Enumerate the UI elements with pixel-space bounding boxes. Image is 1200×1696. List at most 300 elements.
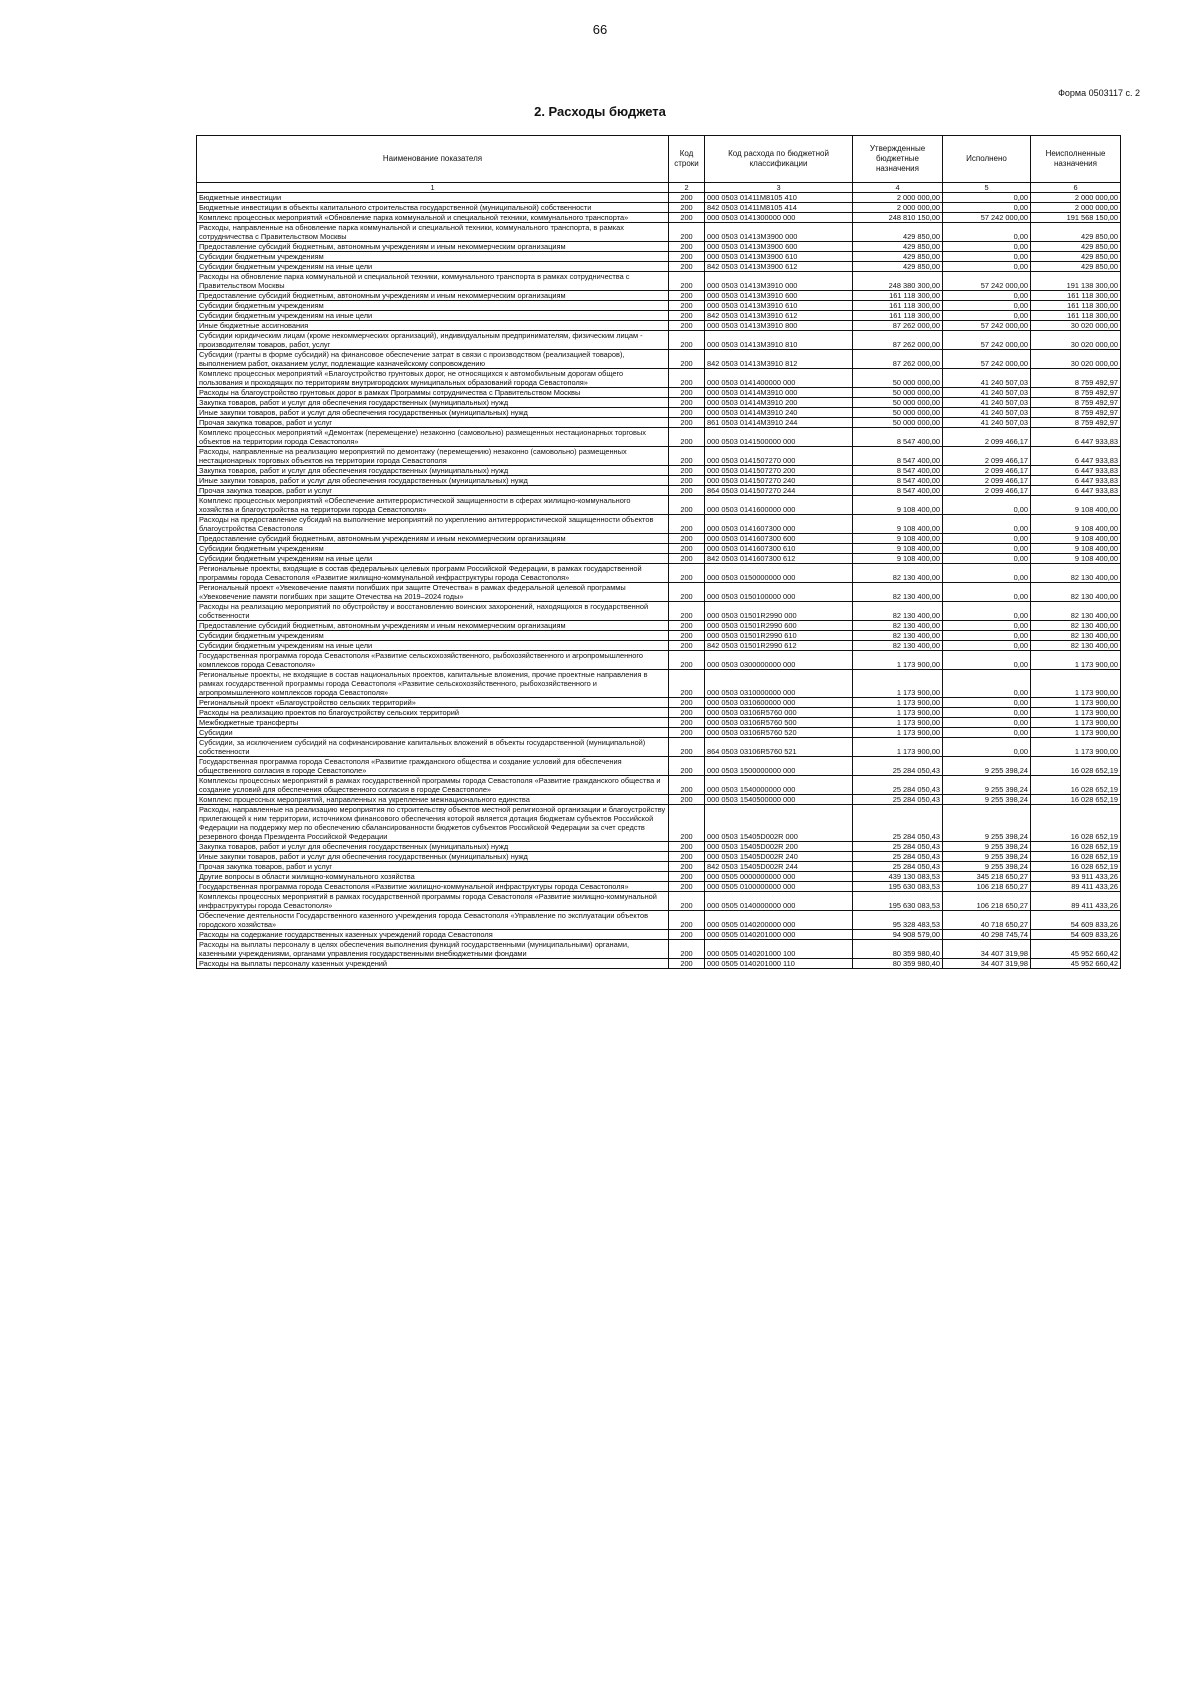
row-remaining-cell: 16 028 652,19 — [1031, 795, 1121, 805]
table-row — [197, 534, 1121, 544]
row-executed-cell: 106 218 650,27 — [943, 892, 1031, 911]
row-remaining-cell: 82 130 400,00 — [1031, 641, 1121, 651]
row-executed-cell: 41 240 507,03 — [943, 388, 1031, 398]
row-name-cell: Комплекс процессных мероприятий «Благоустройство грунтовых дорог, не относящихся к автомобильным дорогам общего пользования и проходящих по территориям внутригородских муниципальных образований города Севастополя» — [197, 369, 669, 388]
row-executed-cell: 0,00 — [943, 262, 1031, 272]
table-row — [197, 223, 1121, 242]
row-name-cell: Иные закупки товаров, работ и услуг для обеспечения государственных (муниципальных) нужд — [197, 408, 669, 418]
row-remaining-cell: 6 447 933,83 — [1031, 486, 1121, 496]
row-budget-code-cell: 000 0503 01413М3910 800 — [705, 321, 853, 331]
row-remaining-cell: 1 173 900,00 — [1031, 718, 1121, 728]
row-budget-code-cell: 000 0505 0100000000 000 — [705, 882, 853, 892]
row-name-cell: Субсидии бюджетным учреждениям на иные цели — [197, 641, 669, 651]
row-budget-code-cell: 864 0503 0141507270 244 — [705, 486, 853, 496]
row-name-cell: Региональный проект «Благоустройство сельских территорий» — [197, 698, 669, 708]
row-name-cell: Расходы на обновление парка коммунальной и специальной техники, коммунального транспорта в рамках сотрудничества с Правительством Москвы — [197, 272, 669, 291]
row-executed-cell: 57 242 000,00 — [943, 350, 1031, 369]
row-approved-cell: 8 547 400,00 — [853, 476, 943, 486]
row-remaining-cell: 161 118 300,00 — [1031, 291, 1121, 301]
row-line-code-cell: 200 — [669, 301, 705, 311]
row-line-code-cell: 200 — [669, 872, 705, 882]
row-line-code-cell: 200 — [669, 892, 705, 911]
row-approved-cell: 80 359 980,40 — [853, 959, 943, 969]
row-approved-cell: 1 173 900,00 — [853, 718, 943, 728]
row-line-code-cell: 200 — [669, 930, 705, 940]
row-approved-cell: 87 262 000,00 — [853, 321, 943, 331]
row-budget-code-cell: 000 0505 0140200000 000 — [705, 911, 853, 930]
table-row — [197, 602, 1121, 621]
table-row — [197, 408, 1121, 418]
row-budget-code-cell: 000 0503 03106R5760 500 — [705, 718, 853, 728]
row-name-cell: Субсидии бюджетным учреждениям на иные цели — [197, 262, 669, 272]
row-remaining-cell: 45 952 660,42 — [1031, 959, 1121, 969]
row-budget-code-cell: 000 0503 01414М3910 200 — [705, 398, 853, 408]
column-number: 4 — [853, 183, 943, 193]
row-approved-cell: 82 130 400,00 — [853, 621, 943, 631]
row-executed-cell: 41 240 507,03 — [943, 418, 1031, 428]
row-remaining-cell: 54 609 833,26 — [1031, 930, 1121, 940]
row-remaining-cell: 8 759 492,97 — [1031, 398, 1121, 408]
row-executed-cell: 0,00 — [943, 651, 1031, 670]
row-line-code-cell: 200 — [669, 882, 705, 892]
row-budget-code-cell: 000 0503 1540500000 000 — [705, 795, 853, 805]
row-name-cell: Закупка товаров, работ и услуг для обеспечения государственных (муниципальных) нужд — [197, 842, 669, 852]
row-executed-cell: 106 218 650,27 — [943, 882, 1031, 892]
row-approved-cell: 8 547 400,00 — [853, 466, 943, 476]
row-budget-code-cell: 000 0503 0150100000 000 — [705, 583, 853, 602]
row-line-code-cell: 200 — [669, 564, 705, 583]
row-remaining-cell: 9 108 400,00 — [1031, 554, 1121, 564]
row-budget-code-cell: 000 0503 01501R2990 600 — [705, 621, 853, 631]
column-number-row — [197, 183, 1121, 193]
row-budget-code-cell: 000 0503 01501R2990 610 — [705, 631, 853, 641]
row-line-code-cell: 200 — [669, 959, 705, 969]
row-executed-cell: 0,00 — [943, 670, 1031, 698]
row-approved-cell: 429 850,00 — [853, 262, 943, 272]
row-approved-cell: 25 284 050,43 — [853, 795, 943, 805]
row-budget-code-cell: 000 0503 03106R5760 520 — [705, 728, 853, 738]
row-line-code-cell: 200 — [669, 757, 705, 776]
row-budget-code-cell: 000 0503 0141607300 000 — [705, 515, 853, 534]
row-name-cell: Обеспечение деятельности Государственного казенного учреждения города Севастополя «Управление по эксплуатации объектов городского хозяйства» — [197, 911, 669, 930]
row-approved-cell: 9 108 400,00 — [853, 496, 943, 515]
table-row — [197, 852, 1121, 862]
row-executed-cell: 0,00 — [943, 641, 1031, 651]
row-line-code-cell: 200 — [669, 252, 705, 262]
row-line-code-cell: 200 — [669, 651, 705, 670]
row-remaining-cell: 429 850,00 — [1031, 223, 1121, 242]
row-name-cell: Субсидии бюджетным учреждениям — [197, 631, 669, 641]
row-approved-cell: 1 173 900,00 — [853, 738, 943, 757]
row-name-cell: Расходы на реализацию проектов по благоустройству сельских территорий — [197, 708, 669, 718]
row-line-code-cell: 200 — [669, 350, 705, 369]
row-budget-code-cell: 864 0503 03106R5760 521 — [705, 738, 853, 757]
table-header-row — [197, 136, 1121, 183]
row-budget-code-cell: 000 0503 0141400000 000 — [705, 369, 853, 388]
row-name-cell: Закупка товаров, работ и услуг для обеспечения государственных (муниципальных) нужд — [197, 466, 669, 476]
row-budget-code-cell: 842 0503 01413М3900 612 — [705, 262, 853, 272]
table-row — [197, 930, 1121, 940]
row-approved-cell: 82 130 400,00 — [853, 631, 943, 641]
row-budget-code-cell: 000 0503 0150000000 000 — [705, 564, 853, 583]
row-approved-cell: 248 810 150,00 — [853, 213, 943, 223]
table-row — [197, 193, 1121, 203]
row-budget-code-cell: 000 0503 0141600000 000 — [705, 496, 853, 515]
row-budget-code-cell: 000 0503 0310600000 000 — [705, 698, 853, 708]
row-remaining-cell: 82 130 400,00 — [1031, 621, 1121, 631]
row-approved-cell: 50 000 000,00 — [853, 369, 943, 388]
row-executed-cell: 57 242 000,00 — [943, 272, 1031, 291]
row-name-cell: Бюджетные инвестиции в объекты капитального строительства государственной (муниципальной) собственности — [197, 203, 669, 213]
row-executed-cell: 57 242 000,00 — [943, 213, 1031, 223]
row-executed-cell: 57 242 000,00 — [943, 321, 1031, 331]
table-row — [197, 805, 1121, 842]
row-approved-cell: 1 173 900,00 — [853, 708, 943, 718]
row-budget-code-cell: 000 0503 0141507270 000 — [705, 447, 853, 466]
row-remaining-cell: 1 173 900,00 — [1031, 670, 1121, 698]
row-approved-cell: 161 118 300,00 — [853, 301, 943, 311]
table-row — [197, 757, 1121, 776]
row-name-cell: Государственная программа города Севастополя «Развитие гражданского общества и создание условий для обеспечения общественного согласия в городе Севастополе» — [197, 757, 669, 776]
row-executed-cell: 9 255 398,24 — [943, 862, 1031, 872]
row-remaining-cell: 429 850,00 — [1031, 252, 1121, 262]
table-row — [197, 291, 1121, 301]
row-budget-code-cell: 000 0503 15405D002R 200 — [705, 842, 853, 852]
row-approved-cell: 50 000 000,00 — [853, 398, 943, 408]
row-remaining-cell: 6 447 933,83 — [1031, 428, 1121, 447]
table-row — [197, 447, 1121, 466]
row-approved-cell: 161 118 300,00 — [853, 291, 943, 301]
row-budget-code-cell: 000 0505 0140201000 100 — [705, 940, 853, 959]
row-budget-code-cell: 842 0503 01411М8105 414 — [705, 203, 853, 213]
row-line-code-cell: 200 — [669, 728, 705, 738]
row-name-cell: Региональные проекты, входящие в состав федеральных целевых программ Российской Федерации, в рамках государственной программы города Севастополя «Развитие жилищно-коммунальной инфраструктуры города Севастополя» — [197, 564, 669, 583]
table-row — [197, 842, 1121, 852]
row-executed-cell: 2 099 466,17 — [943, 447, 1031, 466]
row-line-code-cell: 200 — [669, 428, 705, 447]
row-name-cell: Прочая закупка товаров, работ и услуг — [197, 486, 669, 496]
row-executed-cell: 2 099 466,17 — [943, 466, 1031, 476]
row-approved-cell: 94 908 579,00 — [853, 930, 943, 940]
expenses-table — [196, 135, 1121, 969]
row-name-cell: Расходы, направленные на реализацию мероприятий по демонтажу (перемещению) незаконно (самовольно) размещенных нестационарных торговых объектов на территории города Севастополя — [197, 447, 669, 466]
table-row — [197, 738, 1121, 757]
column-header-remaining: Неисполненные назначения — [1031, 136, 1121, 183]
row-remaining-cell: 429 850,00 — [1031, 262, 1121, 272]
row-remaining-cell: 16 028 652,19 — [1031, 852, 1121, 862]
row-budget-code-cell: 842 0503 01501R2990 612 — [705, 641, 853, 651]
row-approved-cell: 195 630 083,53 — [853, 882, 943, 892]
row-name-cell: Иные закупки товаров, работ и услуг для обеспечения государственных (муниципальных) нужд — [197, 476, 669, 486]
table-row — [197, 252, 1121, 262]
row-approved-cell: 248 380 300,00 — [853, 272, 943, 291]
row-executed-cell: 57 242 000,00 — [943, 331, 1031, 350]
row-remaining-cell: 6 447 933,83 — [1031, 447, 1121, 466]
row-remaining-cell: 16 028 652,19 — [1031, 805, 1121, 842]
row-executed-cell: 41 240 507,03 — [943, 408, 1031, 418]
row-executed-cell: 9 255 398,24 — [943, 795, 1031, 805]
table-row — [197, 466, 1121, 476]
row-remaining-cell: 82 130 400,00 — [1031, 583, 1121, 602]
row-budget-code-cell: 000 0503 01413М3900 000 — [705, 223, 853, 242]
row-budget-code-cell: 000 0503 01413М3910 610 — [705, 301, 853, 311]
table-row — [197, 698, 1121, 708]
row-line-code-cell: 200 — [669, 369, 705, 388]
row-approved-cell: 9 108 400,00 — [853, 554, 943, 564]
row-remaining-cell: 89 411 433,26 — [1031, 892, 1121, 911]
row-executed-cell: 0,00 — [943, 738, 1031, 757]
row-executed-cell: 0,00 — [943, 698, 1031, 708]
table-row — [197, 262, 1121, 272]
row-remaining-cell: 82 130 400,00 — [1031, 564, 1121, 583]
table-row — [197, 795, 1121, 805]
row-executed-cell: 0,00 — [943, 311, 1031, 321]
row-approved-cell: 2 000 000,00 — [853, 193, 943, 203]
table-body — [197, 193, 1121, 969]
row-remaining-cell: 9 108 400,00 — [1031, 515, 1121, 534]
row-approved-cell: 439 130 083,53 — [853, 872, 943, 882]
row-executed-cell: 0,00 — [943, 242, 1031, 252]
row-executed-cell: 41 240 507,03 — [943, 398, 1031, 408]
row-name-cell: Субсидии бюджетным учреждениям — [197, 301, 669, 311]
row-approved-cell: 8 547 400,00 — [853, 486, 943, 496]
row-budget-code-cell: 000 0505 0000000000 000 — [705, 872, 853, 882]
row-line-code-cell: 200 — [669, 515, 705, 534]
row-line-code-cell: 200 — [669, 388, 705, 398]
row-line-code-cell: 200 — [669, 447, 705, 466]
row-line-code-cell: 200 — [669, 554, 705, 564]
row-approved-cell: 95 328 483,53 — [853, 911, 943, 930]
row-name-cell: Субсидии, за исключением субсидий на софинансирование капитальных вложений в объекты государственной (муниципальной) собственности — [197, 738, 669, 757]
row-name-cell: Государственная программа города Севастополя «Развитие сельскохозяйственного, рыбохозяйственного и агропромышленного комплексов города Севастополя» — [197, 651, 669, 670]
table-row — [197, 670, 1121, 698]
row-remaining-cell: 8 759 492,97 — [1031, 418, 1121, 428]
column-number: 3 — [705, 183, 853, 193]
column-number: 5 — [943, 183, 1031, 193]
row-name-cell: Субсидии бюджетным учреждениям — [197, 252, 669, 262]
row-executed-cell: 0,00 — [943, 718, 1031, 728]
row-line-code-cell: 200 — [669, 631, 705, 641]
row-approved-cell: 25 284 050,43 — [853, 757, 943, 776]
row-name-cell: Комплекс процессных мероприятий «Обновление парка коммунальной и специальной техники, коммунального транспорта» — [197, 213, 669, 223]
row-remaining-cell: 161 118 300,00 — [1031, 301, 1121, 311]
row-budget-code-cell: 000 0503 01501R2990 000 — [705, 602, 853, 621]
row-budget-code-cell: 000 0503 0141500000 000 — [705, 428, 853, 447]
row-remaining-cell: 8 759 492,97 — [1031, 369, 1121, 388]
row-name-cell: Расходы на реализацию мероприятий по обустройству и восстановлению воинских захоронений, находящихся в государственной собственности — [197, 602, 669, 621]
table-row — [197, 940, 1121, 959]
row-remaining-cell: 16 028 652,19 — [1031, 862, 1121, 872]
table-row — [197, 959, 1121, 969]
table-row — [197, 331, 1121, 350]
row-remaining-cell: 1 173 900,00 — [1031, 651, 1121, 670]
row-line-code-cell: 200 — [669, 602, 705, 621]
table-row — [197, 708, 1121, 718]
row-budget-code-cell: 000 0505 0140000000 000 — [705, 892, 853, 911]
row-line-code-cell: 200 — [669, 940, 705, 959]
table-row — [197, 486, 1121, 496]
row-executed-cell: 0,00 — [943, 602, 1031, 621]
row-budget-code-cell: 000 0505 0140201000 000 — [705, 930, 853, 940]
row-remaining-cell: 161 118 300,00 — [1031, 311, 1121, 321]
row-executed-cell: 0,00 — [943, 621, 1031, 631]
row-budget-code-cell: 000 0503 0300000000 000 — [705, 651, 853, 670]
row-approved-cell: 195 630 083,53 — [853, 892, 943, 911]
column-header-executed: Исполнено — [943, 136, 1031, 183]
row-executed-cell: 9 255 398,24 — [943, 776, 1031, 795]
row-approved-cell: 9 108 400,00 — [853, 515, 943, 534]
row-line-code-cell: 200 — [669, 466, 705, 476]
row-name-cell: Расходы на предоставление субсидий на выполнение мероприятий по укреплению антитеррористической защищенности объектов благоустройства Севастополя — [197, 515, 669, 534]
row-remaining-cell: 45 952 660,42 — [1031, 940, 1121, 959]
row-line-code-cell: 200 — [669, 738, 705, 757]
row-budget-code-cell: 000 0503 0141507270 200 — [705, 466, 853, 476]
table-row — [197, 554, 1121, 564]
row-remaining-cell: 6 447 933,83 — [1031, 476, 1121, 486]
table-row — [197, 515, 1121, 534]
row-executed-cell: 2 099 466,17 — [943, 476, 1031, 486]
row-budget-code-cell: 000 0503 01413М3900 600 — [705, 242, 853, 252]
row-line-code-cell: 200 — [669, 193, 705, 203]
row-executed-cell: 34 407 319,98 — [943, 940, 1031, 959]
row-line-code-cell: 200 — [669, 621, 705, 631]
row-executed-cell: 40 298 745,74 — [943, 930, 1031, 940]
row-remaining-cell: 54 609 833,26 — [1031, 911, 1121, 930]
row-executed-cell: 0,00 — [943, 564, 1031, 583]
row-line-code-cell: 200 — [669, 776, 705, 795]
row-line-code-cell: 200 — [669, 852, 705, 862]
table-row — [197, 892, 1121, 911]
row-line-code-cell: 200 — [669, 418, 705, 428]
row-name-cell: Расходы, направленные на реализацию мероприятия по строительству объектов местной религиозной организации и благоустройству прилегающей к ним территории, источником финансового обеспечения которой является дотация бюджетам субъектов Российской Федерации на поддержку мер по обеспечению сбалансированности бюджетов субъектов Российской Федерации за счет средств резервного фонда Президента Российской Федерации — [197, 805, 669, 842]
row-name-cell: Комплекс процессных мероприятий «Обеспечение антитеррористической защищенности в сферах жилищно-коммунального хозяйства и благоустройства на территории города Севастополя» — [197, 496, 669, 515]
row-remaining-cell: 191 138 300,00 — [1031, 272, 1121, 291]
table-row — [197, 911, 1121, 930]
table-row — [197, 398, 1121, 408]
row-line-code-cell: 200 — [669, 708, 705, 718]
row-budget-code-cell: 000 0503 01413М3910 600 — [705, 291, 853, 301]
row-budget-code-cell: 842 0503 01413М3910 612 — [705, 311, 853, 321]
row-line-code-cell: 200 — [669, 842, 705, 852]
row-name-cell: Комплекс процессных мероприятий «Демонтаж (перемещение) незаконно (самовольно) размещенных нестационарных торговых объектов на территории города Севастополя» — [197, 428, 669, 447]
row-remaining-cell: 16 028 652,19 — [1031, 842, 1121, 852]
row-remaining-cell: 89 411 433,26 — [1031, 882, 1121, 892]
row-line-code-cell: 200 — [669, 291, 705, 301]
row-approved-cell: 80 359 980,40 — [853, 940, 943, 959]
table-row — [197, 544, 1121, 554]
row-executed-cell: 0,00 — [943, 515, 1031, 534]
row-budget-code-cell: 842 0503 15405D002R 244 — [705, 862, 853, 872]
row-executed-cell: 0,00 — [943, 631, 1031, 641]
row-line-code-cell: 200 — [669, 408, 705, 418]
row-executed-cell: 0,00 — [943, 544, 1031, 554]
row-line-code-cell: 200 — [669, 534, 705, 544]
row-budget-code-cell: 842 0503 0141607300 612 — [705, 554, 853, 564]
row-budget-code-cell: 000 0503 01414М3910 240 — [705, 408, 853, 418]
row-remaining-cell: 30 020 000,00 — [1031, 331, 1121, 350]
row-line-code-cell: 200 — [669, 213, 705, 223]
row-executed-cell: 345 218 650,27 — [943, 872, 1031, 882]
table-row — [197, 301, 1121, 311]
row-approved-cell: 1 173 900,00 — [853, 651, 943, 670]
table-row — [197, 872, 1121, 882]
row-line-code-cell: 200 — [669, 311, 705, 321]
row-remaining-cell: 1 173 900,00 — [1031, 738, 1121, 757]
row-approved-cell: 1 173 900,00 — [853, 698, 943, 708]
row-line-code-cell: 200 — [669, 805, 705, 842]
row-executed-cell: 0,00 — [943, 252, 1031, 262]
row-name-cell: Бюджетные инвестиции — [197, 193, 669, 203]
row-name-cell: Предоставление субсидий бюджетным, автономным учреждениям и иным некоммерческим организациям — [197, 242, 669, 252]
row-budget-code-cell: 000 0503 03106R5760 000 — [705, 708, 853, 718]
table-row — [197, 882, 1121, 892]
row-executed-cell: 41 240 507,03 — [943, 369, 1031, 388]
row-name-cell: Субсидии (гранты в форме субсидий) на финансовое обеспечение затрат в связи с производством (реализацией товаров), выполнением работ, оказанием услуг, подлежащие казначейскому сопровождению — [197, 350, 669, 369]
row-executed-cell: 0,00 — [943, 496, 1031, 515]
table-row — [197, 641, 1121, 651]
row-budget-code-cell: 000 0503 0310000000 000 — [705, 670, 853, 698]
row-budget-code-cell: 842 0503 01413М3910 812 — [705, 350, 853, 369]
row-line-code-cell: 200 — [669, 223, 705, 242]
column-number: 6 — [1031, 183, 1121, 193]
table-row — [197, 369, 1121, 388]
row-name-cell: Региональные проекты, не входящие в состав национальных проектов, капитальные вложения, прочие проектные направления в рамках государственной программы города Севастополя «Развитие сельскохозяйственного, рыбохозяйственного и агропромышленного комплексов города Севастополя» — [197, 670, 669, 698]
column-header-name: Наименование показателя — [197, 136, 669, 183]
row-name-cell: Комплексы процессных мероприятий в рамках государственной программы города Севастополя «Развитие жилищно-коммунальной инфраструктуры города Севастополя» — [197, 892, 669, 911]
row-budget-code-cell: 000 0503 01413М3900 610 — [705, 252, 853, 262]
row-executed-cell: 2 099 466,17 — [943, 428, 1031, 447]
row-executed-cell: 0,00 — [943, 728, 1031, 738]
row-executed-cell: 0,00 — [943, 291, 1031, 301]
row-approved-cell: 82 130 400,00 — [853, 641, 943, 651]
row-executed-cell: 34 407 319,98 — [943, 959, 1031, 969]
table-row — [197, 718, 1121, 728]
row-executed-cell: 0,00 — [943, 301, 1031, 311]
row-budget-code-cell: 000 0503 0141607300 600 — [705, 534, 853, 544]
row-name-cell: Другие вопросы в области жилищно-коммунального хозяйства — [197, 872, 669, 882]
row-name-cell: Региональный проект «Увековечение памяти погибших при защите Отечества» в рамках федеральной целевой программы «Увековечение памяти погибших при защите Отечества на 2019–2024 годы» — [197, 583, 669, 602]
row-name-cell: Государственная программа города Севастополя «Развитие жилищно-коммунальной инфраструктуры города Севастополя» — [197, 882, 669, 892]
row-executed-cell: 9 255 398,24 — [943, 757, 1031, 776]
row-line-code-cell: 200 — [669, 795, 705, 805]
table-row — [197, 321, 1121, 331]
row-line-code-cell: 200 — [669, 583, 705, 602]
row-remaining-cell: 30 020 000,00 — [1031, 321, 1121, 331]
row-name-cell: Межбюджетные трансферты — [197, 718, 669, 728]
row-approved-cell: 25 284 050,43 — [853, 842, 943, 852]
row-approved-cell: 429 850,00 — [853, 223, 943, 242]
row-name-cell: Предоставление субсидий бюджетным, автономным учреждениям и иным некоммерческим организациям — [197, 291, 669, 301]
page-title: 2. Расходы бюджета — [534, 104, 666, 119]
row-name-cell: Субсидии бюджетным учреждениям на иные цели — [197, 554, 669, 564]
row-remaining-cell: 2 000 000,00 — [1031, 193, 1121, 203]
row-name-cell: Иные бюджетные ассигнования — [197, 321, 669, 331]
table-row — [197, 583, 1121, 602]
row-name-cell: Субсидии юридическим лицам (кроме некоммерческих организаций), индивидуальным предпринимателям, физическим лицам - производителям товаров, работ, услуг — [197, 331, 669, 350]
row-remaining-cell: 191 568 150,00 — [1031, 213, 1121, 223]
row-executed-cell: 0,00 — [943, 193, 1031, 203]
row-budget-code-cell: 000 0503 15405D002R 000 — [705, 805, 853, 842]
table-row — [197, 564, 1121, 583]
column-number: 2 — [669, 183, 705, 193]
row-line-code-cell: 200 — [669, 331, 705, 350]
row-remaining-cell: 9 108 400,00 — [1031, 496, 1121, 515]
row-remaining-cell: 82 130 400,00 — [1031, 631, 1121, 641]
row-budget-code-cell: 000 0503 1540000000 000 — [705, 776, 853, 795]
table-row — [197, 272, 1121, 291]
row-executed-cell: 0,00 — [943, 534, 1031, 544]
row-remaining-cell: 1 173 900,00 — [1031, 698, 1121, 708]
